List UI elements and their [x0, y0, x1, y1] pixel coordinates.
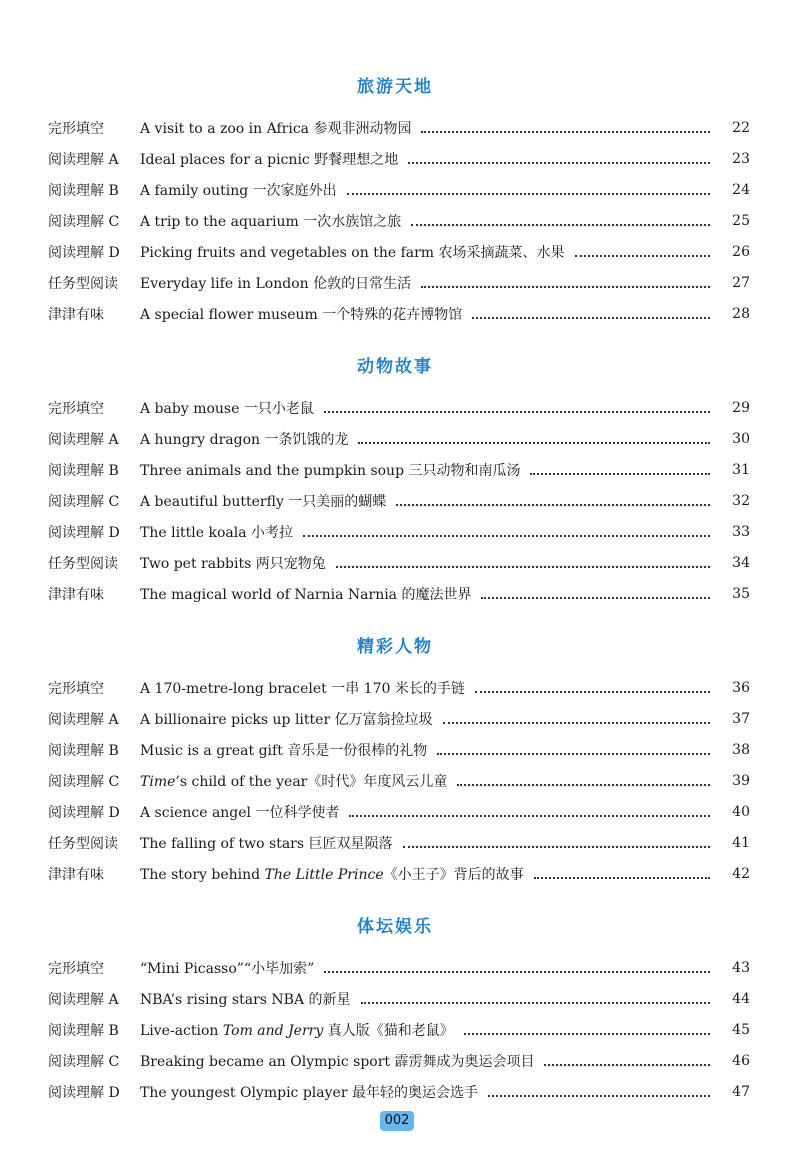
entry-title: [140, 242, 565, 262]
entry-title-text: A family outing 一次家庭外出: [140, 183, 337, 199]
dot-leader: [349, 815, 710, 817]
dot-leader: [324, 411, 710, 413]
entry-title-text: A baby mouse 一只小老鼠: [140, 401, 314, 417]
entry-title: [140, 802, 339, 822]
entry-category: 阅读理解 D: [48, 805, 120, 821]
dot-leader: [481, 597, 710, 599]
section-title: 动物故事: [357, 357, 433, 377]
entry-category: 阅读理解 A: [48, 152, 119, 168]
entry-title-text: 真人版《猫和老鼠》: [323, 1023, 454, 1039]
entry-title: [140, 771, 447, 791]
entry-page-number: 42: [732, 866, 750, 882]
entry-title-text: A special flower museum 一个特殊的花卉博物馆: [140, 307, 463, 323]
entry-title: [140, 1020, 454, 1040]
section-title: 体坛娱乐: [357, 917, 433, 937]
toc-entry[interactable]: [48, 707, 750, 731]
toc-entry[interactable]: [48, 178, 750, 202]
page-number-badge: 002: [380, 1111, 414, 1131]
entry-title-text: The little koala 小考拉: [140, 525, 294, 541]
toc-entry[interactable]: [48, 116, 750, 140]
entry-title: [140, 304, 462, 324]
entry-title-text: NBA’s rising stars NBA 的新星: [140, 992, 351, 1008]
toc-entry[interactable]: [48, 1049, 750, 1073]
entry-page-number: 25: [732, 213, 750, 229]
entry-category: 阅读理解 B: [48, 183, 119, 199]
entry-title-text: A 170-metre-long bracelet 一串 170 米长的手链: [140, 681, 465, 697]
entry-category: 阅读理解 A: [48, 432, 119, 448]
entry-title: [140, 833, 393, 853]
toc-entry[interactable]: [48, 956, 750, 980]
entry-category: 阅读理解 D: [48, 525, 120, 541]
entry-title: [140, 1082, 478, 1102]
entry-category: 阅读理解 A: [48, 712, 119, 728]
toc-entry[interactable]: [48, 862, 750, 886]
dot-leader: [475, 691, 710, 693]
toc-entry[interactable]: [48, 240, 750, 264]
entry-title-text: Everyday life in London 伦敦的日常生活: [140, 276, 412, 292]
toc-entry[interactable]: [48, 271, 750, 295]
entry-title-text: A trip to the aquarium 一次水族馆之旅: [140, 214, 402, 230]
entry-page-number: 26: [732, 244, 750, 260]
entry-page-number: 24: [732, 182, 750, 198]
entry-title-text: Breaking became an Olympic sport 霹雳舞成为奥运会项目: [140, 1054, 535, 1070]
toc-entry[interactable]: [48, 987, 750, 1011]
entry-category: 完形填空: [48, 401, 104, 417]
toc-entry[interactable]: [48, 147, 750, 171]
entry-category: 完形填空: [48, 121, 104, 137]
entry-page-number: 22: [732, 120, 750, 136]
entry-title: [140, 118, 411, 138]
entry-title-text: A visit to a zoo in Africa 参观非洲动物园: [140, 121, 412, 137]
dot-leader: [396, 504, 710, 506]
entry-page-number: 36: [732, 680, 750, 696]
entry-category: 阅读理解 D: [48, 1085, 120, 1101]
entry-category: 阅读理解 C: [48, 774, 120, 790]
entry-title: [140, 522, 293, 542]
toc-entry[interactable]: [48, 738, 750, 762]
dot-leader: [411, 224, 710, 226]
toc-entry[interactable]: [48, 769, 750, 793]
dot-leader: [408, 162, 710, 164]
entry-page-number: 41: [732, 835, 750, 851]
toc-entry[interactable]: [48, 800, 750, 824]
dot-leader: [361, 1002, 710, 1004]
entry-title-text: A beautiful butterfly 一只美丽的蝴蝶: [140, 494, 387, 510]
entry-title: [140, 398, 314, 418]
entry-title-italic: Time: [140, 774, 176, 790]
section-title: 精彩人物: [357, 637, 433, 657]
entry-title: [140, 709, 433, 729]
dot-leader: [421, 286, 710, 288]
entry-title-italic: The Little Prince: [264, 867, 384, 883]
toc-entry[interactable]: [48, 831, 750, 855]
entry-title-text: The youngest Olympic player 最年轻的奥运会选手: [140, 1085, 478, 1101]
entry-page-number: 37: [732, 711, 750, 727]
entry-page-number: 31: [732, 462, 750, 478]
entry-page-number: 27: [732, 275, 750, 291]
entry-title: [140, 1051, 534, 1071]
dot-leader: [303, 535, 710, 537]
toc-entry[interactable]: [48, 1018, 750, 1042]
dot-leader: [347, 193, 710, 195]
entry-title-text: Ideal places for a picnic 野餐理想之地: [140, 152, 399, 168]
entry-category: 阅读理解 B: [48, 743, 119, 759]
entry-title-text: The magical world of Narnia Narnia 的魔法世界: [140, 587, 472, 603]
entry-title-text: ’s child of the year《时代》年度风云儿童: [175, 774, 448, 790]
dot-leader: [575, 255, 710, 257]
entry-page-number: 43: [732, 960, 750, 976]
entry-title-italic: Tom and Jerry: [222, 1023, 324, 1039]
dot-leader: [336, 566, 710, 568]
entry-category: 津津有味: [48, 867, 104, 883]
entry-page-number: 32: [732, 493, 750, 509]
entry-page-number: 30: [732, 431, 750, 447]
toc-entry[interactable]: [48, 551, 750, 575]
entry-title-text: A science angel 一位科学使者: [140, 805, 340, 821]
entry-title-text: The falling of two stars 巨匠双星陨落: [140, 836, 393, 852]
entry-title: [140, 958, 314, 978]
entry-page-number: 45: [732, 1022, 750, 1038]
entry-category: 津津有味: [48, 587, 104, 603]
toc-entry[interactable]: [48, 1080, 750, 1104]
toc-entry[interactable]: [48, 396, 750, 420]
entry-category: 阅读理解 B: [48, 463, 119, 479]
entry-title-text: Picking fruits and vegetables on the farm 农场采摘蔬菜、水果: [140, 245, 565, 261]
entry-title: [140, 989, 351, 1009]
entry-title: [140, 864, 524, 884]
dot-leader: [457, 784, 710, 786]
entry-category: 任务型阅读: [48, 836, 118, 852]
entry-page-number: 29: [732, 400, 750, 416]
entry-category: 阅读理解 A: [48, 992, 119, 1008]
dot-leader: [544, 1064, 710, 1066]
entry-category: 阅读理解 C: [48, 1054, 120, 1070]
dot-leader: [534, 877, 710, 879]
dot-leader: [403, 846, 710, 848]
entry-title: [140, 460, 520, 480]
entry-title: [140, 740, 427, 760]
entry-title: [140, 553, 326, 573]
entry-title: [140, 491, 386, 511]
entry-title-prefix: The story behind: [140, 867, 265, 883]
entry-page-number: 40: [732, 804, 750, 820]
entry-category: 任务型阅读: [48, 276, 118, 292]
entry-page-number: 28: [732, 306, 750, 322]
entry-page-number: 33: [732, 524, 750, 540]
toc-entry[interactable]: [48, 209, 750, 233]
toc-entry[interactable]: [48, 458, 750, 482]
entry-category: 津津有味: [48, 307, 104, 323]
entry-title: [140, 211, 401, 231]
dot-leader: [443, 722, 710, 724]
entry-page-number: 38: [732, 742, 750, 758]
toc-entry[interactable]: [48, 520, 750, 544]
entry-title: [140, 180, 337, 200]
toc-entry[interactable]: [48, 582, 750, 606]
entry-title-text: 《小王子》背后的故事: [383, 867, 524, 883]
entry-category: 完形填空: [48, 961, 104, 977]
entry-category: 阅读理解 D: [48, 245, 120, 261]
entry-title: [140, 584, 471, 604]
entry-category: 阅读理解 C: [48, 494, 120, 510]
entry-category: 完形填空: [48, 681, 104, 697]
entry-title-text: A billionaire picks up litter 亿万富翁捡垃圾: [140, 712, 433, 728]
entry-title-text: A hungry dragon 一条饥饿的龙: [140, 432, 349, 448]
toc-entry[interactable]: [48, 676, 750, 700]
toc-entry[interactable]: [48, 302, 750, 326]
entry-title: [140, 429, 348, 449]
toc-entry[interactable]: [48, 489, 750, 513]
dot-leader: [530, 473, 710, 475]
entry-title: [140, 678, 465, 698]
dot-leader: [488, 1095, 710, 1097]
dot-leader: [324, 971, 710, 973]
entry-category: 阅读理解 C: [48, 214, 120, 230]
entry-page-number: 44: [732, 991, 750, 1007]
entry-title-text: Music is a great gift 音乐是一份很棒的礼物: [140, 743, 428, 759]
dot-leader: [421, 131, 710, 133]
entry-page-number: 23: [732, 151, 750, 167]
dot-leader: [472, 317, 710, 319]
entry-category: 阅读理解 B: [48, 1023, 119, 1039]
toc-entry[interactable]: [48, 427, 750, 451]
entry-title-text: Three animals and the pumpkin soup 三只动物和南瓜汤: [140, 463, 521, 479]
entry-title: [140, 149, 398, 169]
entry-page-number: 47: [732, 1084, 750, 1100]
dot-leader: [464, 1033, 710, 1035]
entry-page-number: 46: [732, 1053, 750, 1069]
dot-leader: [358, 442, 710, 444]
dot-leader: [437, 753, 710, 755]
entry-page-number: 34: [732, 555, 750, 571]
entry-page-number: 35: [732, 586, 750, 602]
section-title: 旅游天地: [357, 77, 433, 97]
entry-page-number: 39: [732, 773, 750, 789]
entry-category: 任务型阅读: [48, 556, 118, 572]
entry-title-text: “Mini Picasso”“小毕加索”: [140, 961, 315, 977]
entry-title-text: Two pet rabbits 两只宠物兔: [140, 556, 326, 572]
entry-title: [140, 273, 411, 293]
entry-title-prefix: Live-action: [140, 1023, 223, 1039]
